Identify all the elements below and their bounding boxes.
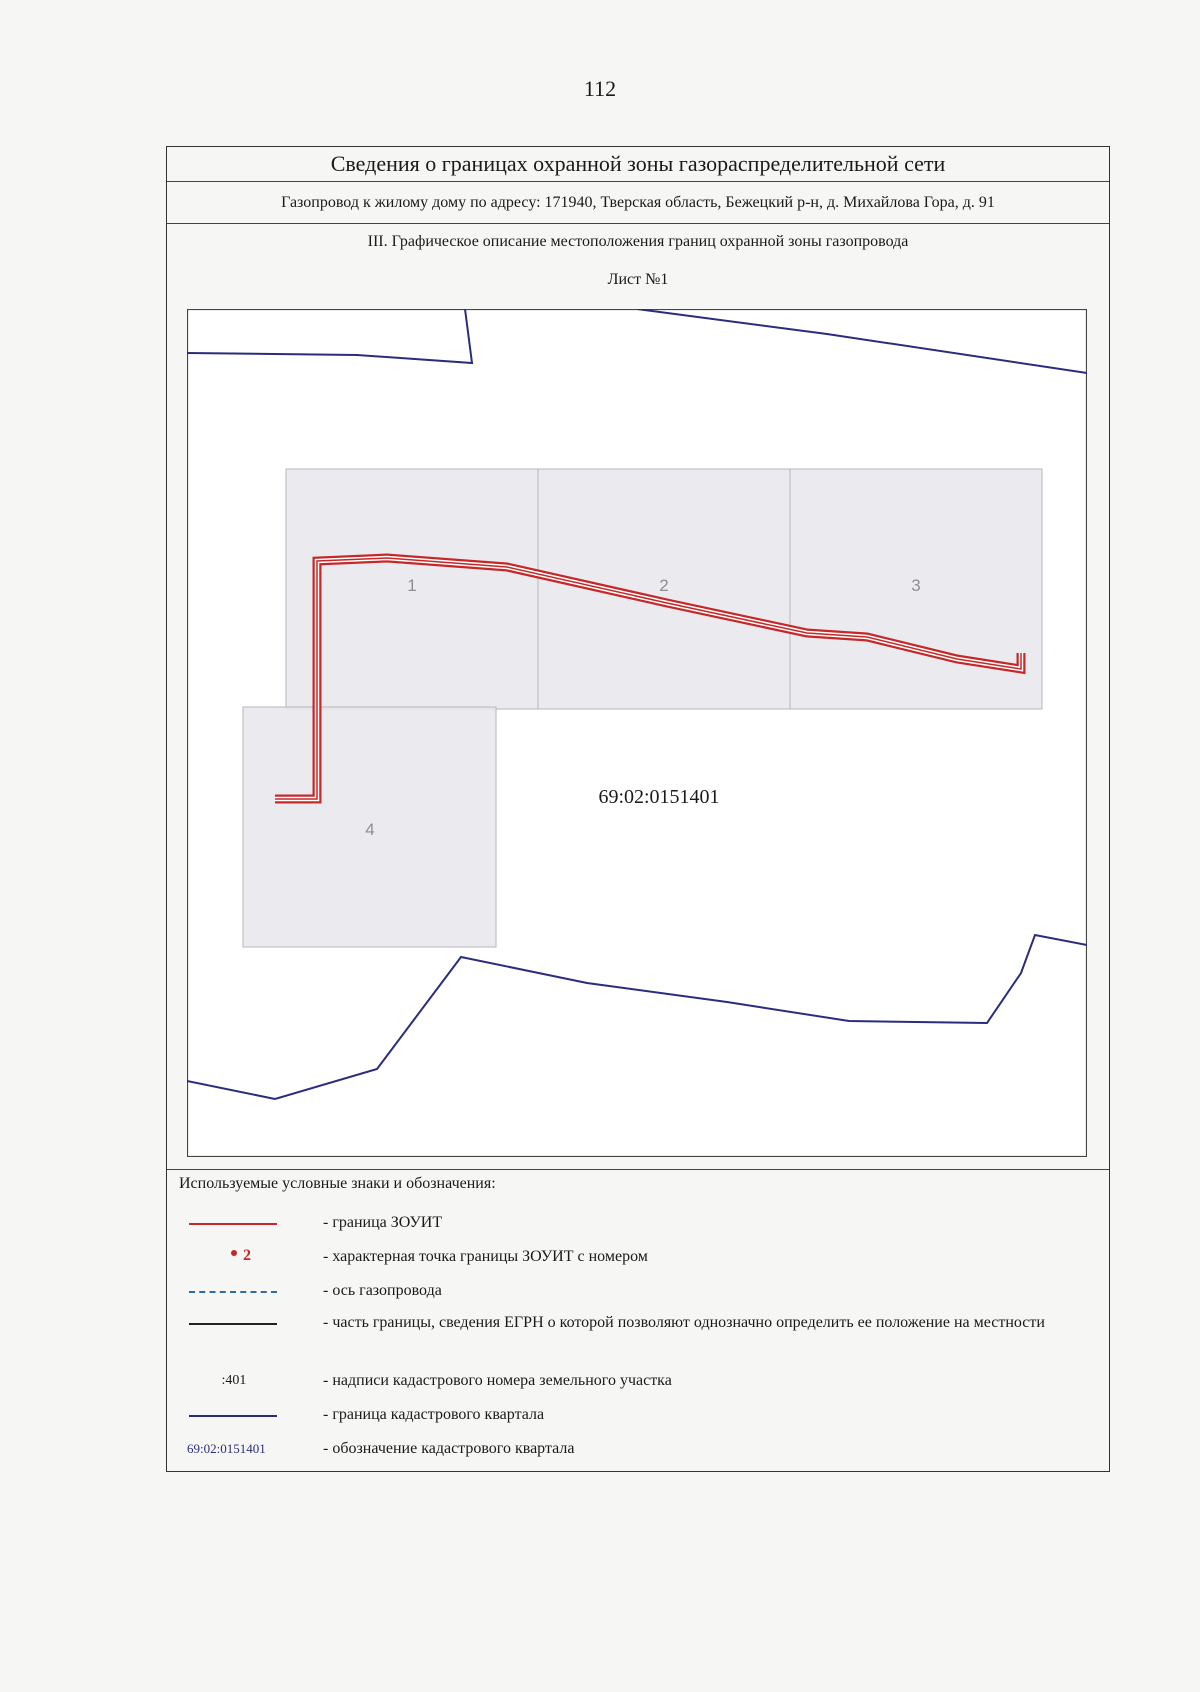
blue-dashed-line-icon — [189, 1291, 277, 1293]
red-line-icon — [189, 1223, 277, 1225]
legend-title: Используемые условные знаки и обозначения: — [179, 1175, 496, 1192]
parcel-number-1: 1 — [407, 576, 417, 595]
black-line-icon — [189, 1323, 277, 1325]
legend-text: - ось газопровода — [323, 1282, 442, 1299]
document-title: Сведения о границах охранной зоны газораспределительной сети — [167, 147, 1109, 182]
legend-divider — [167, 1169, 1109, 1170]
point-number: 2 — [243, 1247, 251, 1264]
sheet-frame — [166, 146, 1110, 1472]
legend-item-zouit-point — [167, 1243, 1109, 1273]
legend-text: - часть границы, сведения ЕГРН о которой позволяют однозначно определить ее положение на местности — [323, 1314, 1045, 1331]
parcel-number-3: 3 — [911, 576, 921, 595]
legend-text: - граница ЗОУИТ — [323, 1214, 443, 1231]
legend-symbol — [189, 1367, 279, 1397]
sheet-label: Лист №1 — [607, 271, 669, 288]
address-line: Газопровод к жилому дому по адресу: 171940, Тверская область, Бежецкий р-н, д. Михайлова Гора, д. 91 — [167, 182, 1109, 224]
parcel-number-2: 2 — [659, 576, 669, 595]
legend-item-quarter-boundary — [167, 1401, 1109, 1431]
legend-item-pipeline-axis — [167, 1277, 1109, 1307]
quarter-label: 69:02:0151401 — [598, 786, 720, 808]
legend-text: - обозначение кадастрового квартала — [323, 1440, 575, 1457]
legend-text: - характерная точка границы ЗОУИТ с номером — [323, 1248, 648, 1265]
legend-symbol — [189, 1401, 279, 1431]
page-number: 112 — [583, 76, 617, 101]
navy-line-icon — [189, 1415, 277, 1417]
legend-item-quarter-label — [167, 1435, 1109, 1465]
legend-item-egrn-boundary — [167, 1309, 1109, 1361]
legend-item-parcel-label — [167, 1367, 1109, 1397]
legend-symbol — [189, 1435, 279, 1465]
red-dot-icon — [231, 1250, 237, 1256]
legend-symbol — [189, 1243, 279, 1273]
legend-text: - надписи кадастрового номера земельного участка — [323, 1372, 672, 1389]
legend-text: - граница кадастрового квартала — [323, 1406, 545, 1423]
legend-symbol — [189, 1209, 279, 1239]
parcel-number-4: 4 — [365, 820, 375, 839]
quarter-label-sample: 69:02:0151401 — [187, 1441, 266, 1456]
parcel-label-sample: :401 — [221, 1373, 247, 1388]
map-canvas — [187, 309, 1087, 1157]
legend-symbol — [189, 1277, 279, 1307]
legend-symbol — [189, 1309, 279, 1339]
section-heading: III. Графическое описание местоположения границ охранной зоны газопровода — [367, 233, 909, 250]
numbered-point-icon — [231, 1243, 271, 1273]
map — [187, 309, 1087, 1157]
legend-item-zouit-boundary — [167, 1209, 1109, 1239]
